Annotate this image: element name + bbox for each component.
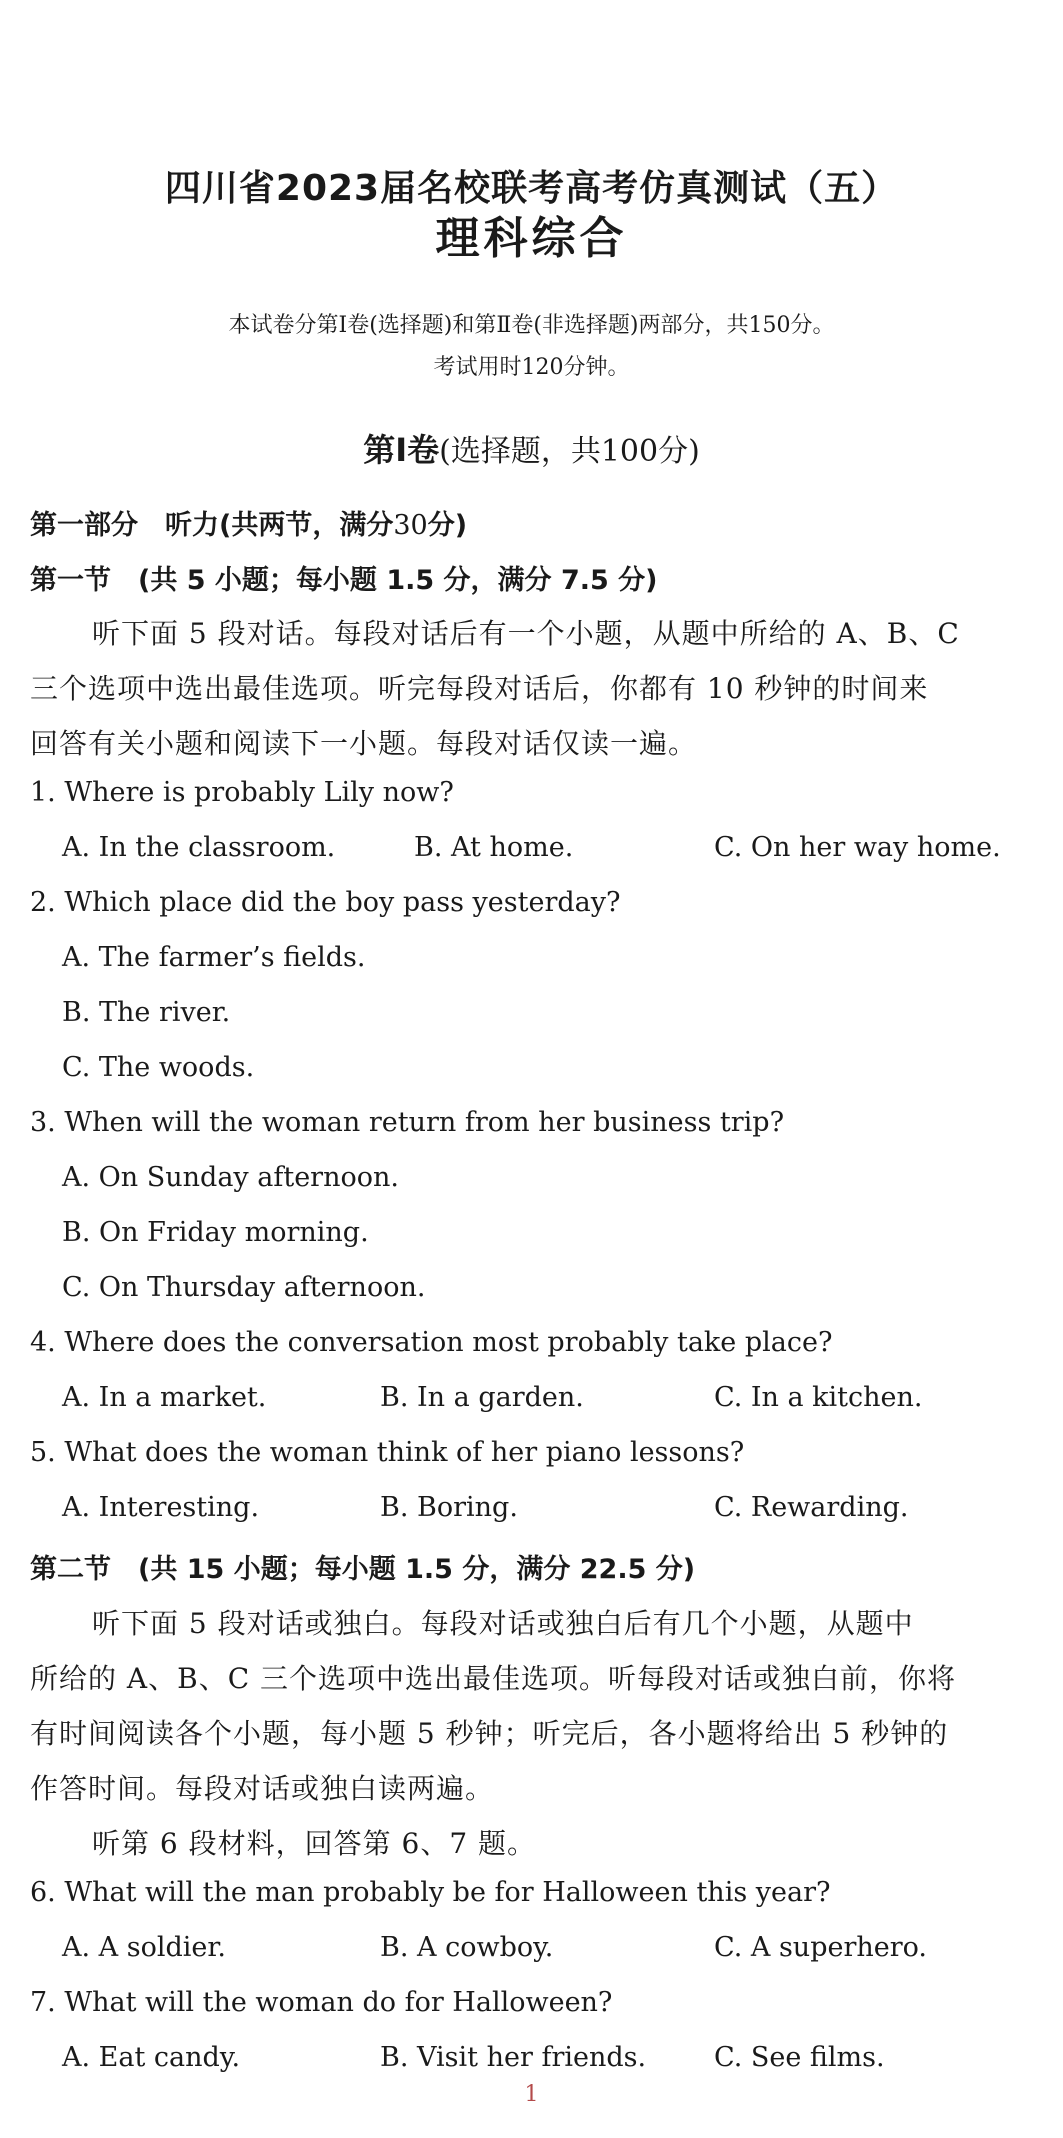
- question-2: 2. Which place did the boy pass yesterday?: [30, 887, 621, 918]
- exam-info-line1: 本试卷分第Ⅰ卷(选择题)和第Ⅱ卷(非选择题)两部分，共150分。: [228, 313, 835, 338]
- question-6: 6. What will the man probably be for Halloween this year?: [30, 1877, 831, 1908]
- section1-instruction-line: 听下面 5 段对话。每段对话后有一个小题，从题中所给的 A、B、C: [92, 617, 960, 650]
- option-3b: B. On Friday morning.: [62, 1217, 369, 1248]
- part1-heading: 第一部分 听力(共两节，满分30分): [30, 510, 468, 541]
- option-1a: A. In the classroom.: [62, 832, 336, 863]
- option-2c: C. The woods.: [62, 1052, 255, 1083]
- option-2a: A. The farmer’s fields.: [62, 942, 366, 973]
- option-6c: C. A superhero.: [714, 1932, 927, 1963]
- option-3c: C. On Thursday afternoon.: [62, 1272, 426, 1303]
- option-4c: C. In a kitchen.: [714, 1382, 923, 1413]
- section1-heading: 第一节 (共 5 小题；每小题 1.5 分，满分 7.5 分): [30, 565, 658, 596]
- section2-instruction-line: 所给的 A、B、C 三个选项中选出最佳选项。听每段对话或独白前，你将: [30, 1662, 957, 1695]
- option-7c: C. See films.: [714, 2042, 885, 2073]
- volume-note: (选择题，共100分): [439, 434, 700, 469]
- option-1c: C. On her way home.: [714, 832, 1001, 863]
- question-1: 1. Where is probably Lily now?: [30, 777, 454, 808]
- material-note: 听第 6 段材料，回答第 6、7 题。: [92, 1827, 537, 1860]
- section2-instruction-line: 听下面 5 段对话或独白。每段对话或独白后有几个小题，从题中: [92, 1607, 914, 1640]
- question-7: 7. What will the woman do for Halloween?: [30, 1987, 613, 2018]
- option-5a: A. Interesting.: [62, 1492, 260, 1523]
- option-5c: C. Rewarding.: [714, 1492, 909, 1523]
- option-7a: A. Eat candy.: [62, 2042, 241, 2073]
- option-3a: A. On Sunday afternoon.: [62, 1162, 399, 1193]
- question-5: 5. What does the woman think of her piano lessons?: [30, 1437, 745, 1468]
- section2-instruction-line: 作答时间。每段对话或独白读两遍。: [30, 1772, 495, 1805]
- exam-title: 四川省2023届名校联考高考仿真测试（五）: [164, 168, 899, 209]
- option-6b: B. A cowboy.: [380, 1932, 554, 1963]
- option-7b: B. Visit her friends.: [380, 2042, 647, 2073]
- question-4: 4. Where does the conversation most probably take place?: [30, 1327, 833, 1358]
- option-4a: A. In a market.: [62, 1382, 267, 1413]
- volume-label: 第Ⅰ卷: [363, 431, 440, 469]
- option-6a: A. A soldier.: [62, 1932, 226, 1963]
- exam-subject: 理科综合: [435, 213, 628, 264]
- option-5b: B. Boring.: [380, 1492, 518, 1523]
- section1-instruction-line: 回答有关小题和阅读下一小题。每段对话仅读一遍。: [30, 727, 698, 760]
- section1-instruction-line: 三个选项中选出最佳选项。听完每段对话后，你都有 10 秒钟的时间来: [30, 672, 929, 705]
- exam-info-line2: 考试用时120分钟。: [433, 355, 630, 380]
- option-4b: B. In a garden.: [380, 1382, 584, 1413]
- option-1b: B. At home.: [414, 832, 574, 863]
- question-3: 3. When will the woman return from her business trip?: [30, 1107, 785, 1138]
- section2-heading: 第二节 (共 15 小题；每小题 1.5 分，满分 22.5 分): [30, 1554, 696, 1585]
- page-number: 1: [524, 2082, 539, 2107]
- volume-heading: [0, 425, 1063, 471]
- section2-instruction-line: 有时间阅读各个小题，每小题 5 秒钟；听完后，各小题将给出 5 秒钟的: [30, 1717, 949, 1750]
- option-2b: B. The river.: [62, 997, 231, 1028]
